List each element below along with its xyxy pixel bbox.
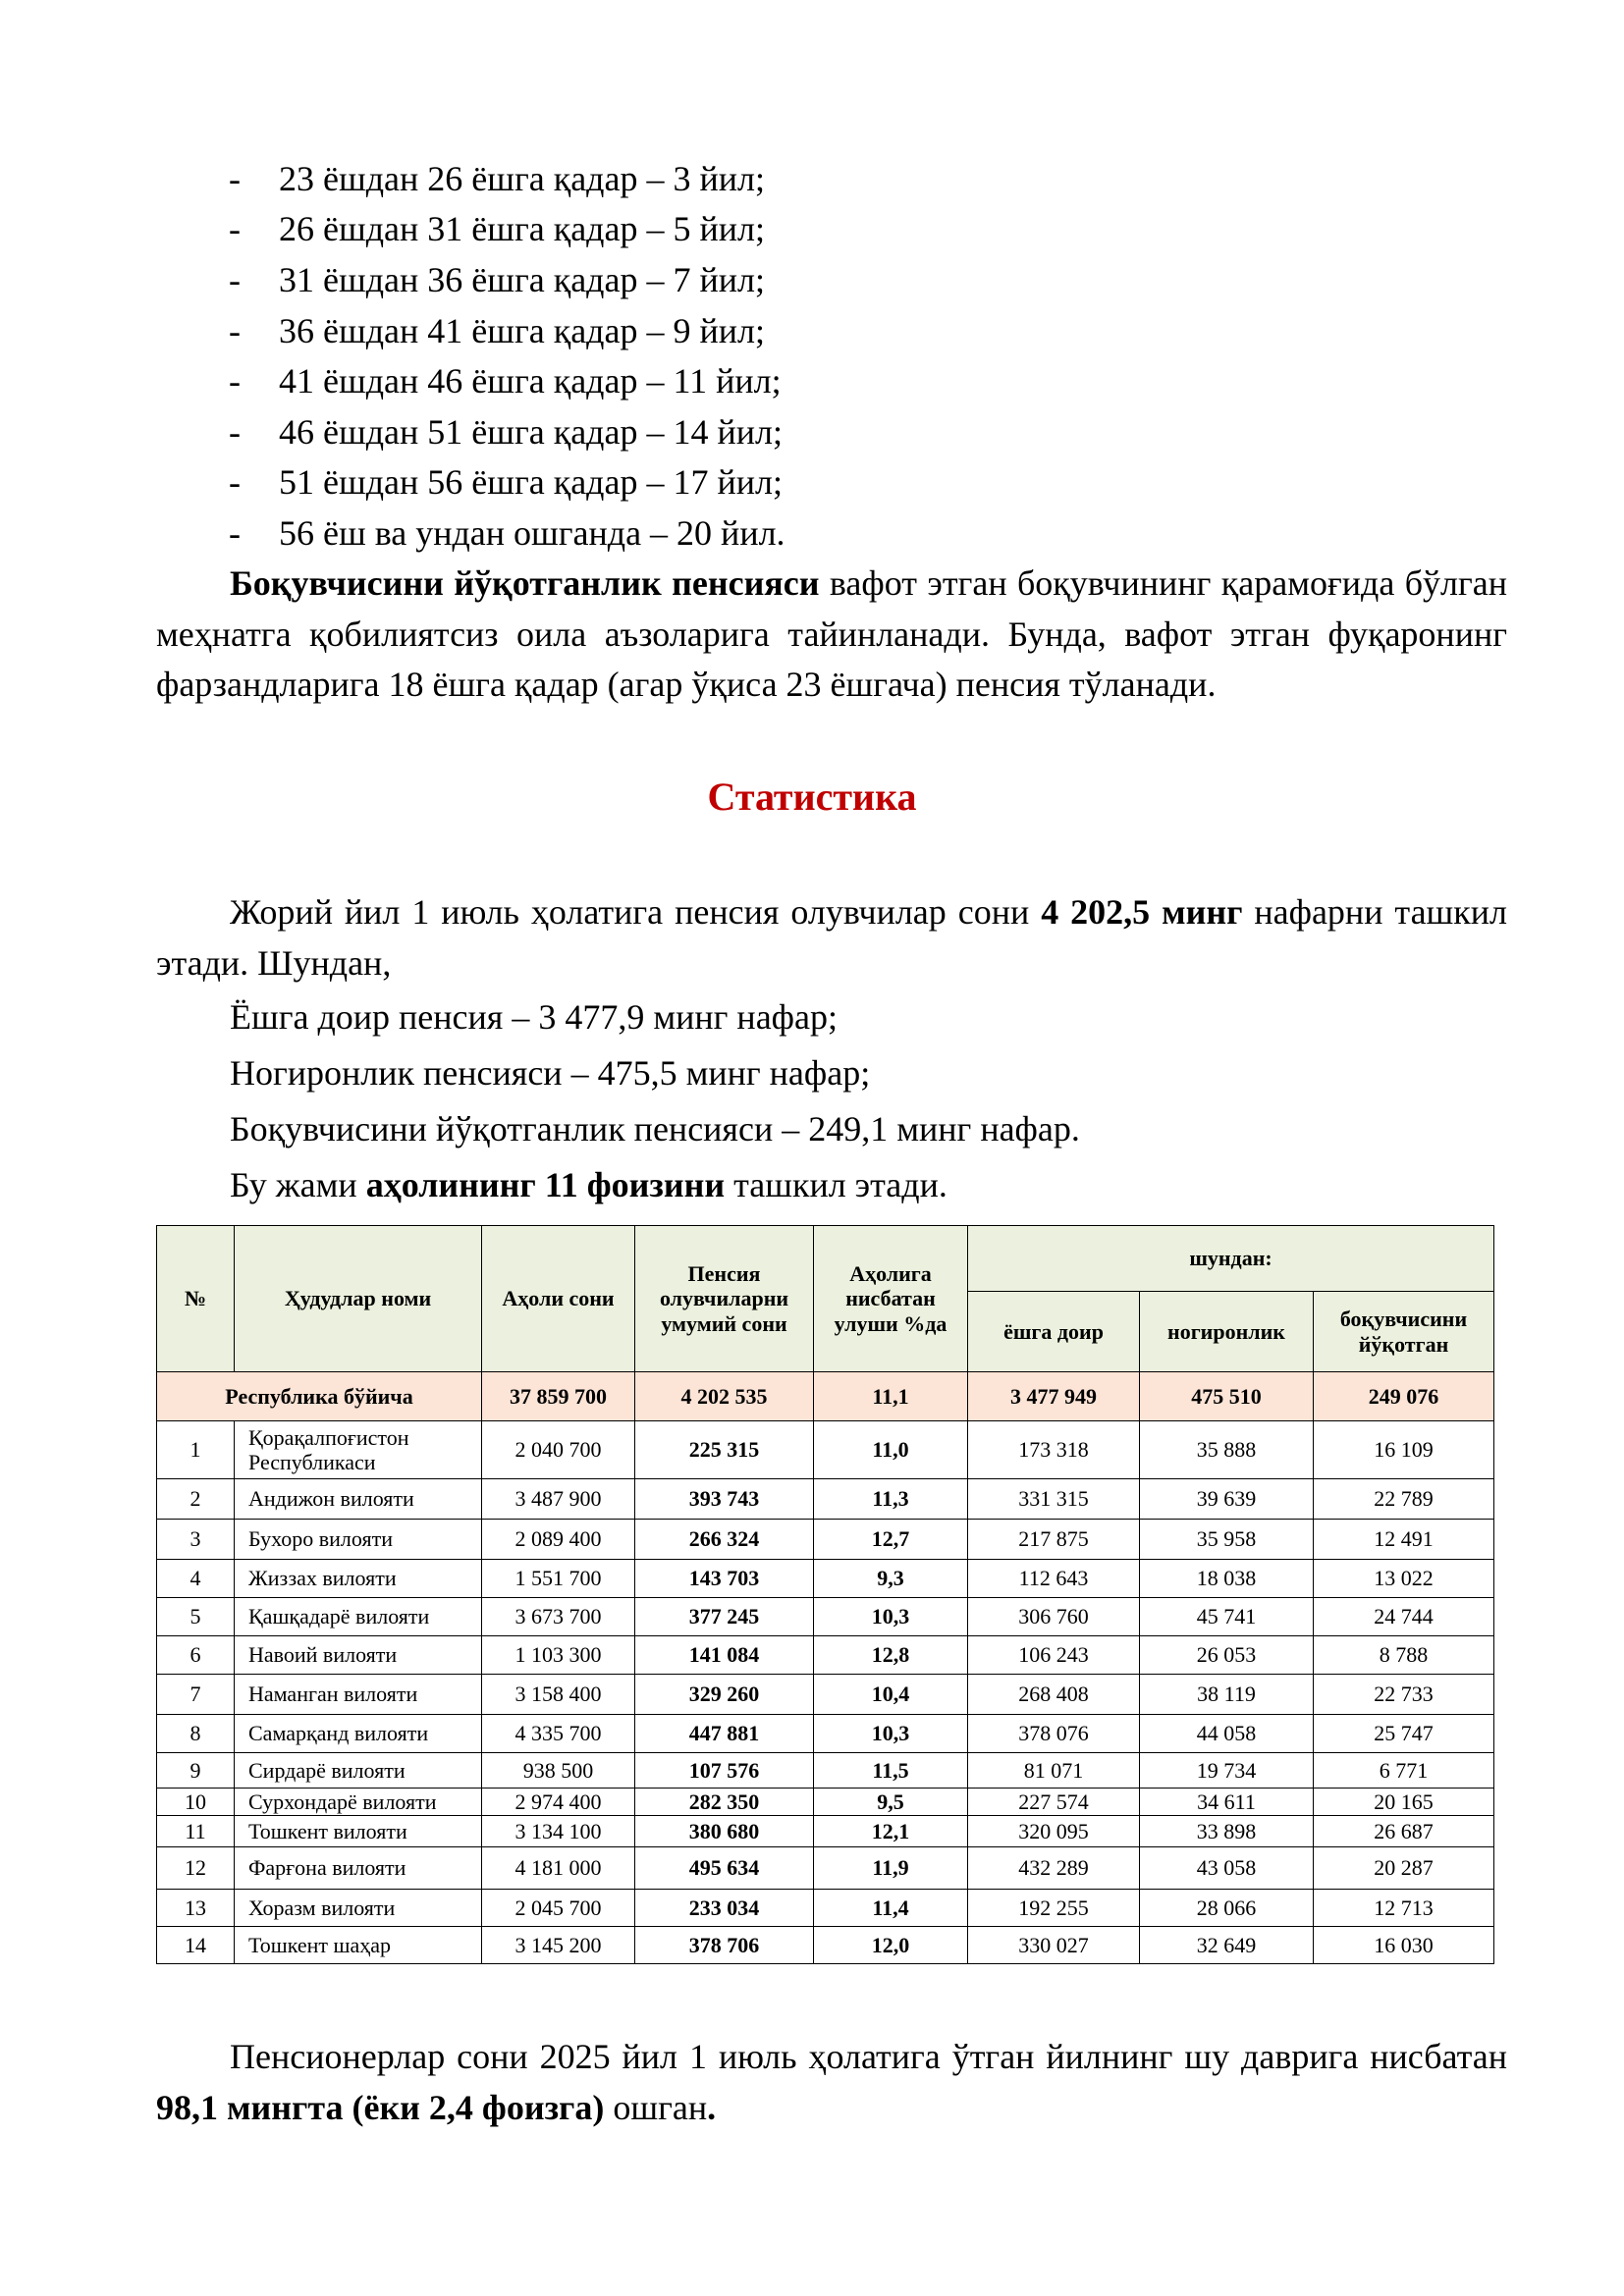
bullet-marker: - — [229, 361, 241, 401]
bullet-marker: - — [229, 411, 241, 452]
bullet-marker: - — [229, 259, 241, 299]
list-item: - 51 ёшдан 56 ёшга қадар – 17 йил; — [229, 462, 783, 503]
table-row: 6 Навоий вилояти 1 103 300 141 084 12,8 106 243 26 053 8 788 — [157, 1636, 1494, 1675]
bullet-marker: - — [229, 462, 241, 503]
growth-paragraph: Пенсионерлар сони 2025 йил 1 июль ҳолатига ўтган йилнинг шу даврига нисбатан 98,1 мингта (ёки 2,4 фоизга) ошган. — [156, 2037, 1507, 2127]
bullet-marker: - — [229, 512, 241, 553]
total-row: Республика бўйича 37 859 700 4 202 535 11,1 3 477 949 475 510 249 076 — [157, 1372, 1494, 1421]
table-row: 1 Қорақалпоғистон Республикаси 2 040 700 225 315 11,0 173 318 35 888 16 109 — [157, 1421, 1494, 1479]
survivor-pension-term: Боқувчисини йўқотганлик пенсияси — [230, 563, 820, 603]
survivor-pension-paragraph: Боқувчисини йўқотганлик пенсияси вафот этган боқувчининг қарамоғида бўлган меҳнатга қобилиятсиз оила аъзоларига тайинланади. Бунда, вафот этган фуқаронинг фарзандларига 18 ёшга қадар (агар ўқиса 23 ёшгача) пенсия тўланади. — [156, 563, 1507, 705]
disability-pension-line: Ногиронлик пенсияси – 475,5 минг нафар; — [230, 1053, 871, 1093]
list-item: - 41 ёшдан 46 ёшга қадар – 11 йил; — [229, 361, 782, 401]
list-item: - 56 ёш ва ундан ошганда – 20 йил. — [229, 512, 785, 553]
list-item: - 36 ёшдан 41 ёшга қадар – 9 йил; — [229, 310, 765, 350]
bullet-marker: - — [229, 158, 241, 198]
header-share: Аҳолига нисбатан улуши %да — [814, 1226, 968, 1372]
table-row: 14 Тошкент шаҳар 3 145 200 378 706 12,0 330 027 32 649 16 030 — [157, 1927, 1494, 1964]
table-header-row — [157, 1226, 1494, 1292]
table-row: 12 Фарғона вилояти 4 181 000 495 634 11,9 432 289 43 058 20 287 — [157, 1847, 1494, 1890]
header-region: Ҳудудлар номи — [235, 1226, 482, 1372]
population-share-line: Бу жами аҳолининг 11 фоизини ташкил этади. — [230, 1165, 947, 1204]
pension-statistics-table — [156, 1225, 1494, 1964]
header-pensioners: Пенсия олувчиларни умумий сони — [635, 1226, 814, 1372]
bullet-marker: - — [229, 310, 241, 350]
table-row: 5 Қашқадарё вилояти 3 673 700 377 245 10,3 306 760 45 741 24 744 — [157, 1598, 1494, 1636]
age-pension-line: Ёшга доир пенсия – 3 477,9 минг нафар; — [230, 997, 838, 1037]
statistics-paragraph: Жорий йил 1 июль ҳолатига пенсия олувчилар сони 4 202,5 минг нафарни ташкил этади. Шундан, — [156, 892, 1507, 983]
table-row: 3 Бухоро вилояти 2 089 400 266 324 12,7 217 875 35 958 12 491 — [157, 1520, 1494, 1560]
table-row: 4 Жиззах вилояти 1 551 700 143 703 9,3 112 643 18 038 13 022 — [157, 1560, 1494, 1598]
table-row: 10 Сурхондарё вилояти 2 974 400 282 350 9,5 227 574 34 611 20 165 — [157, 1789, 1494, 1816]
table-row: 13 Хоразм вилояти 2 045 700 233 034 11,4 192 255 28 066 12 713 — [157, 1890, 1494, 1927]
header-num: № — [157, 1226, 235, 1372]
bullet-marker: - — [229, 209, 241, 249]
table-row: 8 Самарқанд вилояти 4 335 700 447 881 10,3 378 076 44 058 25 747 — [157, 1715, 1494, 1753]
table-row: 9 Сирдарё вилояти 938 500 107 576 11,5 81 071 19 734 6 771 — [157, 1753, 1494, 1789]
list-item: - 31 ёшдан 36 ёшга қадар – 7 йил; — [229, 259, 765, 299]
table-row: 2 Андижон вилояти 3 487 900 393 743 11,3 331 315 39 639 22 789 — [157, 1479, 1494, 1520]
header-population: Аҳоли сони — [482, 1226, 635, 1372]
header-of-which: шундан: — [968, 1226, 1494, 1292]
section-heading: Статистика — [707, 774, 917, 819]
total-label: Республика бўйича — [157, 1372, 482, 1421]
table-row: 11 Тошкент вилояти 3 134 100 380 680 12,1 320 095 33 898 26 687 — [157, 1816, 1494, 1847]
header-survivor: боқувчисини йўқотган — [1314, 1292, 1494, 1372]
header-disability: ногиронлик — [1140, 1292, 1314, 1372]
survivor-pension-line: Боқувчисини йўқотганлик пенсияси – 249,1 минг нафар. — [230, 1109, 1080, 1148]
list-item: - 23 ёшдан 26 ёшга қадар – 3 йил; — [229, 158, 765, 198]
list-item: - 26 ёшдан 31 ёшга қадар – 5 йил; — [229, 209, 765, 249]
header-age: ёшга доир — [968, 1292, 1140, 1372]
service-term-list — [229, 153, 1505, 559]
table-row: 7 Наманган вилояти 3 158 400 329 260 10,4 268 408 38 119 22 733 — [157, 1675, 1494, 1715]
list-item: - 46 ёшдан 51 ёшга қадар – 14 йил; — [229, 411, 783, 452]
